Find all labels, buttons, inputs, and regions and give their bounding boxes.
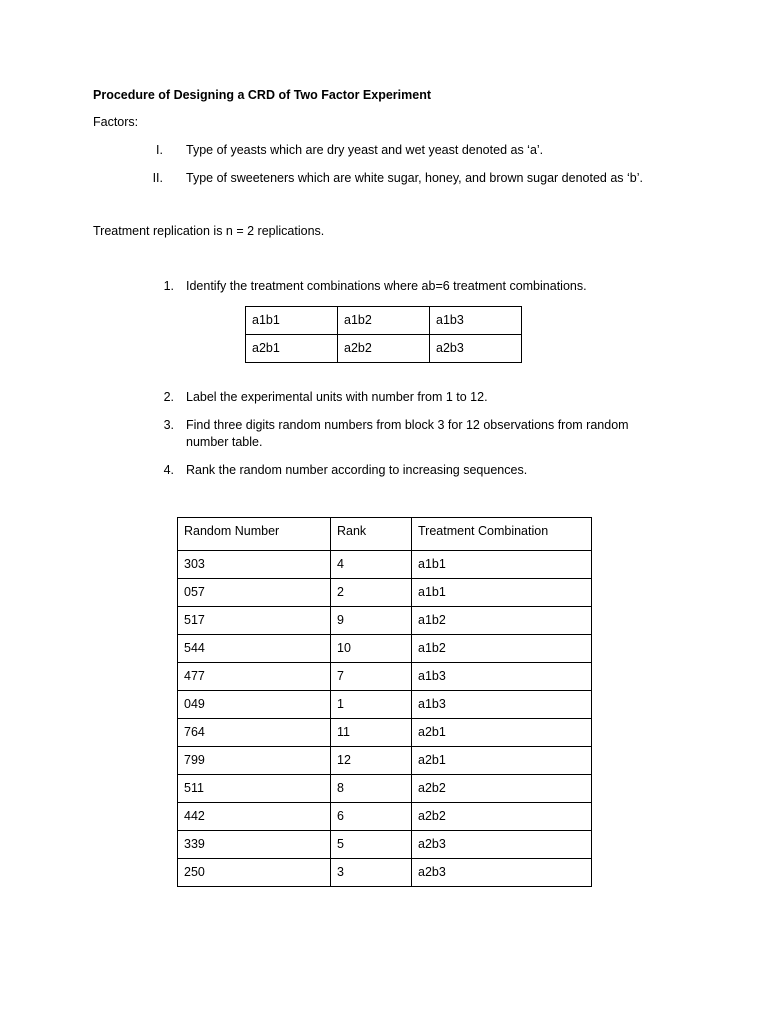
table-row — [178, 747, 592, 775]
table-cell: 3 — [331, 859, 412, 887]
table-cell: a2b3 — [412, 859, 592, 887]
replication-text: Treatment replication is n = 2 replications. — [93, 224, 325, 238]
table-cell: 1 — [331, 691, 412, 719]
combinations-table — [245, 306, 522, 363]
table-cell: a2b1 — [412, 747, 592, 775]
factor-text: Type of yeasts which are dry yeast and wet yeast denoted as ‘a’. — [186, 143, 544, 157]
table-cell: 7 — [331, 663, 412, 691]
column-header: Treatment Combination — [412, 518, 592, 551]
table-cell: 4 — [331, 551, 412, 579]
table-cell: 517 — [178, 607, 331, 635]
table-row — [178, 551, 592, 579]
table-cell: a1b2 — [412, 635, 592, 663]
table-cell: 11 — [331, 719, 412, 747]
table-cell: 442 — [178, 803, 331, 831]
page-title: Procedure of Designing a CRD of Two Factor Experiment — [93, 88, 432, 102]
step-marker: 1. — [163, 279, 174, 293]
table-cell: 9 — [331, 607, 412, 635]
table-cell: 2 — [331, 579, 412, 607]
table-cell: 10 — [331, 635, 412, 663]
table-cell: a2b2 — [412, 803, 592, 831]
table-row — [178, 803, 592, 831]
table-cell: a1b2 — [412, 607, 592, 635]
factor-text: Type of sweeteners which are white sugar, honey, and brown sugar denoted as ‘b’. — [186, 171, 643, 185]
table-cell: a1b1 — [246, 307, 338, 335]
table-cell: 049 — [178, 691, 331, 719]
table-cell: a1b3 — [412, 691, 592, 719]
table-row — [178, 607, 592, 635]
factors-label: Factors: — [93, 115, 139, 129]
table-cell: 8 — [331, 775, 412, 803]
step-text: Identify the treatment combinations where ab=6 treatment combinations. — [186, 279, 587, 293]
step-marker: 3. — [163, 418, 174, 432]
step-text: Rank the random number according to increasing sequences. — [186, 463, 528, 477]
table-row — [178, 635, 592, 663]
table-row — [178, 663, 592, 691]
table-cell: a2b1 — [246, 335, 338, 363]
table-cell: 511 — [178, 775, 331, 803]
step-marker: 4. — [163, 463, 174, 477]
table-cell: 477 — [178, 663, 331, 691]
table-cell: 250 — [178, 859, 331, 887]
table-cell: 12 — [331, 747, 412, 775]
table-cell: 5 — [331, 831, 412, 859]
table-cell: a2b2 — [412, 775, 592, 803]
table-cell: a1b1 — [412, 551, 592, 579]
table-cell: a2b3 — [412, 831, 592, 859]
table-cell: 764 — [178, 719, 331, 747]
factor-marker: I. — [156, 143, 163, 157]
table-cell: a1b1 — [412, 579, 592, 607]
step-text: Label the experimental units with number from 1 to 12. — [186, 390, 488, 404]
factor-marker: II. — [152, 171, 163, 185]
table-cell: 6 — [331, 803, 412, 831]
table-cell: a1b3 — [412, 663, 592, 691]
table-cell: a1b3 — [430, 307, 522, 335]
table-cell: 057 — [178, 579, 331, 607]
step-text-line2: number table. — [186, 435, 263, 449]
table-cell: 544 — [178, 635, 331, 663]
table-cell: 303 — [178, 551, 331, 579]
table-row — [178, 719, 592, 747]
column-header: Rank — [331, 518, 412, 551]
step-text-line1: Find three digits random numbers from block 3 for 12 observations from random — [186, 418, 629, 432]
step-marker: 2. — [163, 390, 174, 404]
table-cell: a2b2 — [338, 335, 430, 363]
table-row — [178, 691, 592, 719]
table-row — [178, 831, 592, 859]
table-row — [178, 579, 592, 607]
table-cell: a2b1 — [412, 719, 592, 747]
table-cell: 339 — [178, 831, 331, 859]
table-row — [178, 775, 592, 803]
rank-table — [177, 517, 592, 887]
table-cell: a1b2 — [338, 307, 430, 335]
column-header: Random Number — [178, 518, 331, 551]
table-row — [178, 859, 592, 887]
table-cell: a2b3 — [430, 335, 522, 363]
table-row — [246, 307, 522, 335]
table-cell: 799 — [178, 747, 331, 775]
table-header-row — [178, 518, 592, 551]
table-row — [246, 335, 522, 363]
